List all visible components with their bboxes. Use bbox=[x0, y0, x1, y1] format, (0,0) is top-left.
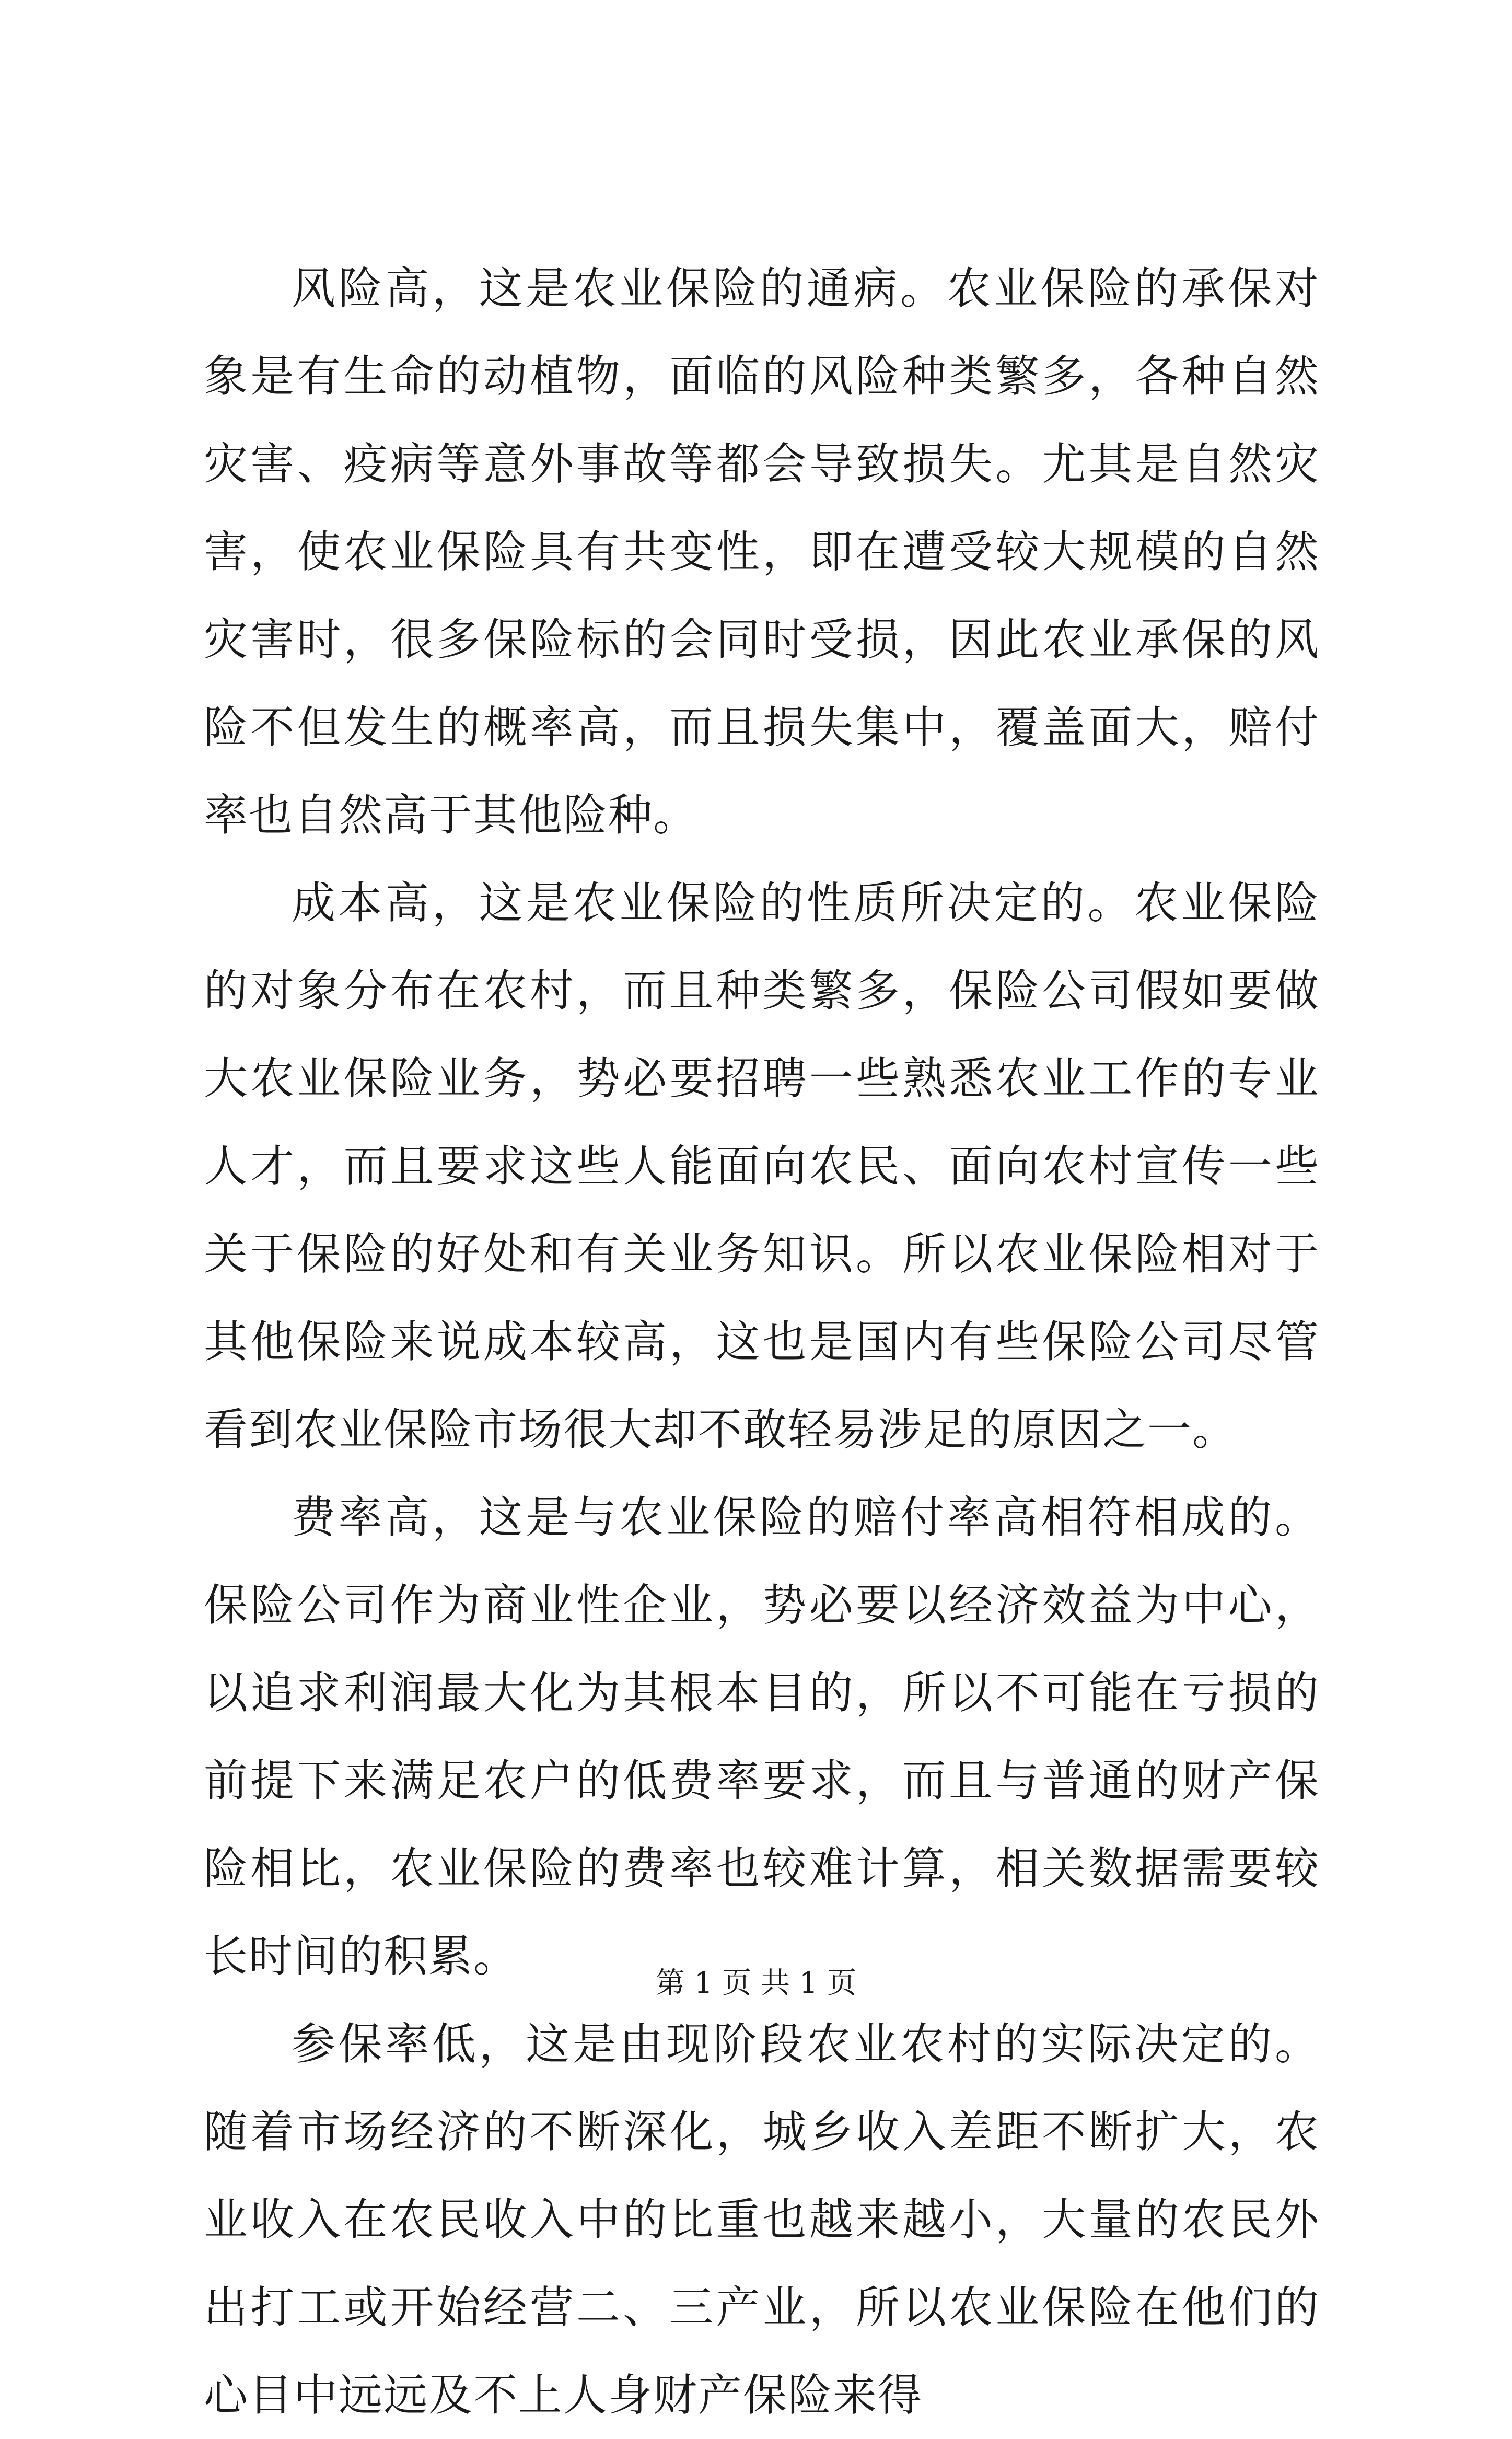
paragraph-rate: 费率高，这是与农业保险的赔付率高相符相成的。保险公司作为商业性企业，势必要以经济效益为中心，以追求利润最大化为其根本目的，所以不可能在亏损的前提下来满足农户的低费率要求，而且与普通的财产保险相比，农业保险的费率也较难计算，相关数据需要较长时间的积累。 bbox=[204, 1492, 1320, 1982]
paragraph-participation: 参保率低，这是由现阶段农业农村的实际决定的。随着市场经济的不断深化，城乡收入差距不断扩大，农业收入在农民收入中的比重也越来越小，大量的农民外出打工或开始经营二、三产业，所以农业保险在他们的心目中远远及不上人身财产保险来得 bbox=[204, 2018, 1320, 2421]
document-body bbox=[204, 245, 1320, 2439]
page-footer: 第 1 页 共 1 页 bbox=[655, 1966, 857, 2000]
paragraph-cost: 成本高，这是农业保险的性质所决定的。农业保险的对象分布在农村，而且种类繁多，保险公司假如要做大农业保险业务，势必要招聘一些熟悉农业工作的专业人才，而且要求这些人能面向农民、面向农村宣传一些关于保险的好处和有关业务知识。所以农业保险相对于其他保险来说成本较高，这也是国内有些保险公司尽管看到农业保险市场很大却不敢轻易涉足的原因之一。 bbox=[204, 877, 1320, 1455]
paragraph-risk: 风险高，这是农业保险的通病。农业保险的承保对象是有生命的动植物，面临的风险种类繁多，各种自然灾害、疫病等意外事故等都会导致损失。尤其是自然灾害，使农业保险具有共变性，即在遭受较大规模的自然灾害时，很多保险标的会同时受损，因此农业承保的风险不但发生的概率高，而且损失集中，覆盖面大，赔付率也自然高于其他险种。 bbox=[204, 263, 1320, 841]
